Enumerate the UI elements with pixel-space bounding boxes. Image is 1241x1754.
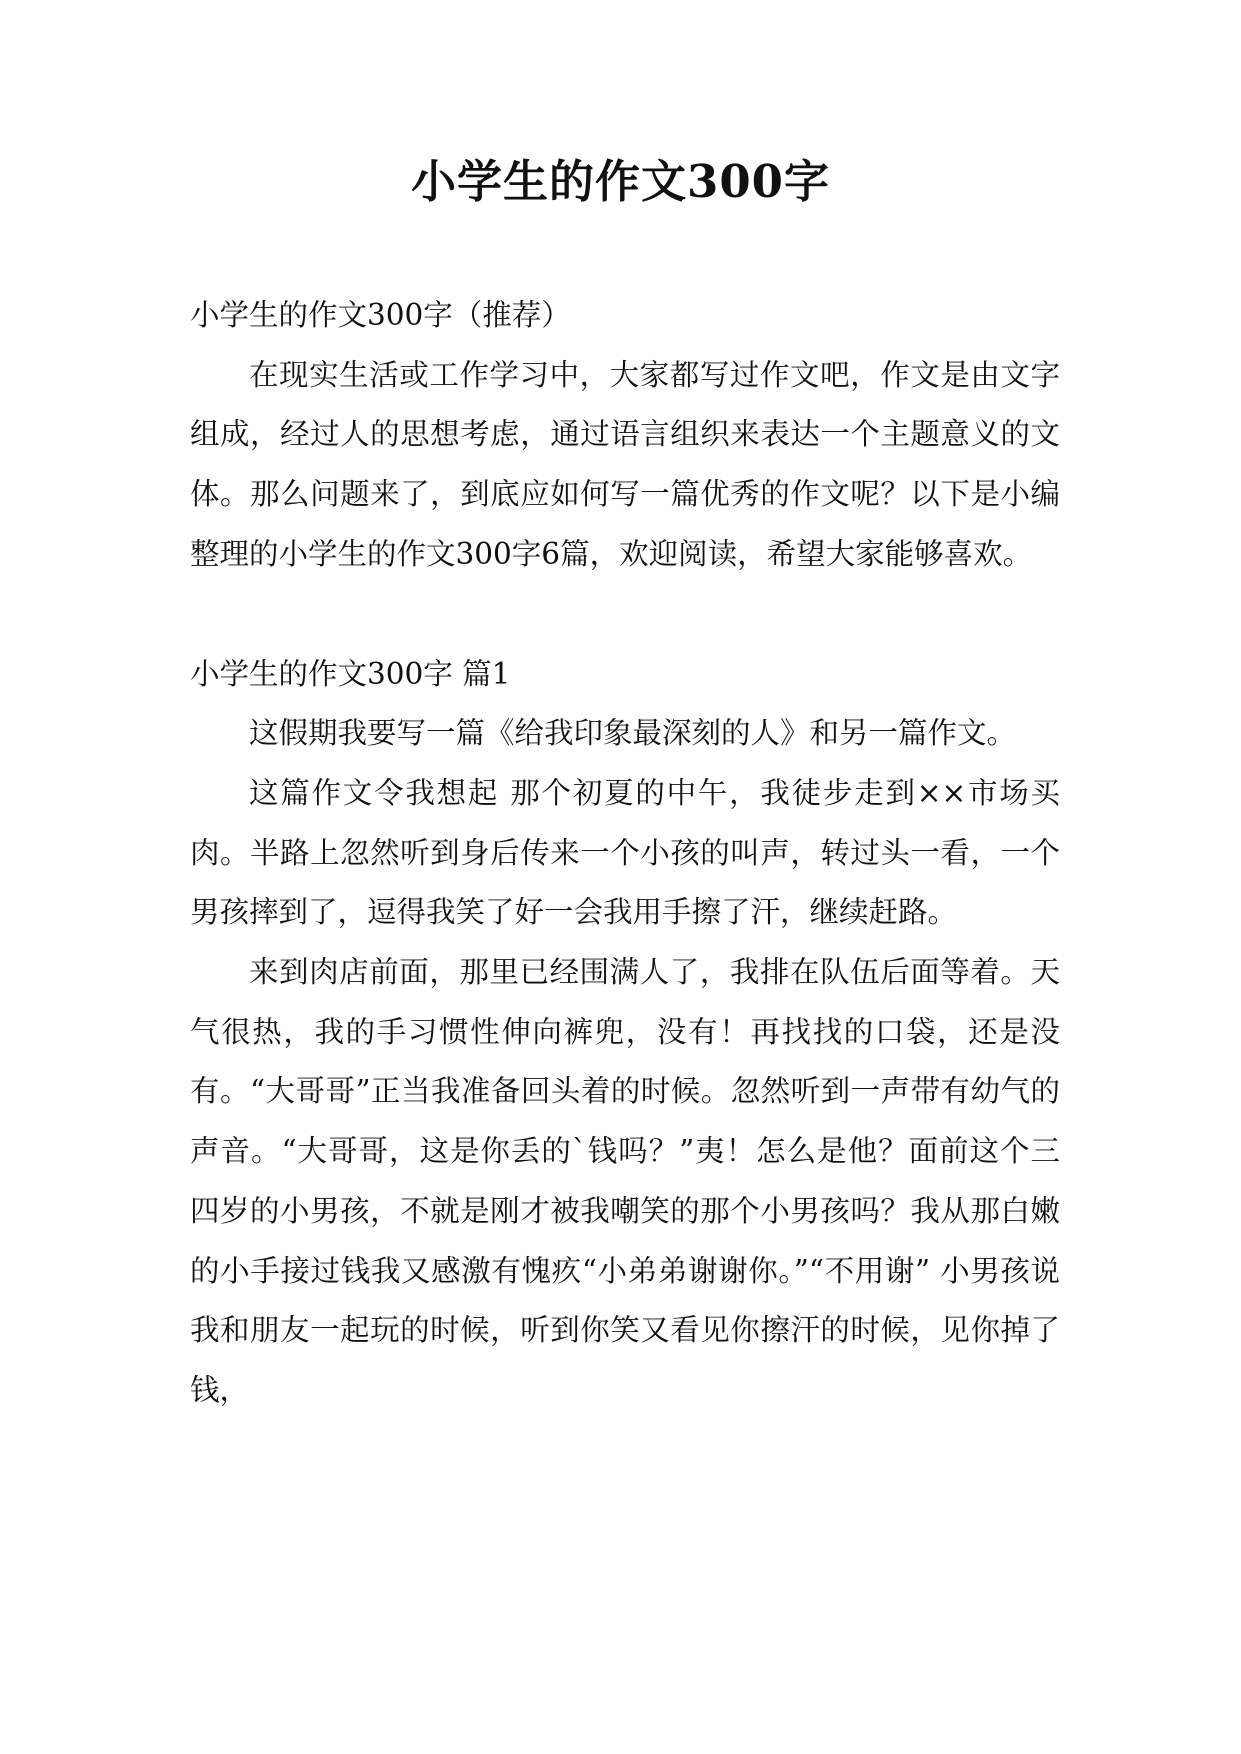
intro-paragraph: 在现实生活或工作学习中，大家都写过作文吧，作文是由文字组成，经过人的思想考虑，通过语言组织来表达一个主题意义的文体。那么问题来了，到底应如何写一篇优秀的作文呢？以下是小编整理的小学生的作文300字6篇，欢迎阅读，希望大家能够喜欢。 (190, 357, 1060, 571)
essay-paragraph: 来到肉店前面，那里已经围满人了，我排在队伍后面等着。天气很热，我的手习惯性伸向裤兜，没有！再找找的口袋，还是没有。“大哥哥”正当我准备回头着的时候。忽然听到一声带有幼气的声音。“大哥哥，这是你丢的`钱吗？”夷！怎么是他？面前这个三四岁的小男孩，不就是刚才被我嘲笑的那个小男孩吗？我从那白嫩的小手接过钱我又感激有愧疚“小弟弟谢谢你。”“不用谢” 小男孩说我和朋友一起玩的时候，听到你笑又看见你擦汗的时候，见你掉了钱， (190, 955, 1060, 1407)
document-body (190, 286, 1060, 1421)
essay-paragraph: 这假期我要写一篇《给我印象最深刻的人》和另一篇作文。 (249, 716, 1017, 751)
section-heading: 小学生的作文300字 篇1 (190, 656, 511, 691)
essay-paragraph: 这篇作文令我想起 那个初夏的中午，我徒步走到××市场买肉。半路上忽然听到身后传来一个小孩的叫声，转过头一看，一个男孩摔到了，逗得我笑了好一会我用手擦了汗，继续赶路。 (190, 775, 1060, 930)
section-spacer (190, 585, 1060, 645)
page-title: 小学生的作文300字 (411, 155, 830, 208)
intro-heading: 小学生的作文300字（推荐） (190, 298, 571, 332)
